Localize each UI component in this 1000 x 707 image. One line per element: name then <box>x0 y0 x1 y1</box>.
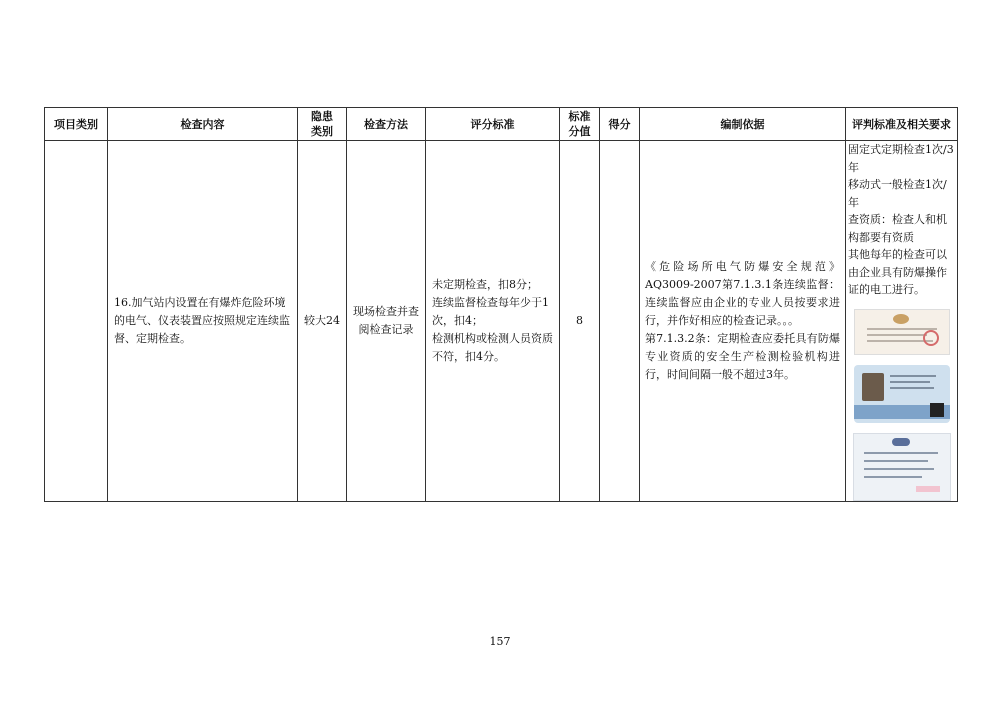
basis-line: 《危险场所电气防爆安全规范》AQ3009-2007第7.1.3.1条连续监督：连续监督应由企业的专业人员按要求进行，并作好相应的检查记录。。。 <box>645 259 840 327</box>
standard-line: 连续监督检查每年少于1次，扣4； <box>432 295 549 327</box>
header-category: 项目类别 <box>45 108 108 141</box>
cell-standard <box>426 141 560 502</box>
header-standard: 评分标准 <box>426 108 560 141</box>
inspection-table <box>44 107 958 502</box>
table-row <box>45 141 958 502</box>
certificate-image <box>854 309 950 355</box>
header-content: 检查内容 <box>108 108 298 141</box>
header-hazard: 隐患 类别 <box>298 108 347 141</box>
table-header-row <box>45 108 958 141</box>
requirement-line: 查资质：检查人和机构都要有资质 <box>848 213 947 244</box>
cell-hazard: 较大24 <box>298 141 347 502</box>
header-requirements: 评判标准及相关要求 <box>846 108 958 141</box>
standard-line: 检测机构或检测人员资质不符，扣4分。 <box>432 331 553 363</box>
requirement-line: 其他每年的检查可以由企业具有防爆操作证的电工进行。 <box>848 248 947 296</box>
requirement-line: 固定式定期检查1次/3年 <box>848 143 954 174</box>
header-score: 得分 <box>600 108 640 141</box>
basis-line: 第7.1.3.2条：定期检查应委托具有防爆专业资质的安全生产检测检验机构进行，时间间隔一般不超过3年。 <box>645 331 840 381</box>
cell-method: 现场检查并查阅检查记录 <box>347 141 426 502</box>
cell-category <box>45 141 108 502</box>
cell-requirements <box>846 141 958 502</box>
standard-line: 未定期检查，扣8分； <box>432 277 538 291</box>
header-method: 检查方法 <box>347 108 426 141</box>
header-basis: 编制依据 <box>640 108 846 141</box>
header-score-value: 标准 分值 <box>560 108 600 141</box>
id-card-image <box>854 365 950 423</box>
page-number: 157 <box>489 635 511 648</box>
cell-score <box>600 141 640 502</box>
cell-basis <box>640 141 846 502</box>
requirement-line: 移动式一般检查1次/年 <box>848 178 947 209</box>
cell-score-value: 8 <box>560 141 600 502</box>
cell-content: 16.加气站内设置在有爆炸危险环境的电气、仪表装置应按照规定连续监督、定期检查。 <box>108 141 298 502</box>
inspection-report-image <box>853 433 951 501</box>
